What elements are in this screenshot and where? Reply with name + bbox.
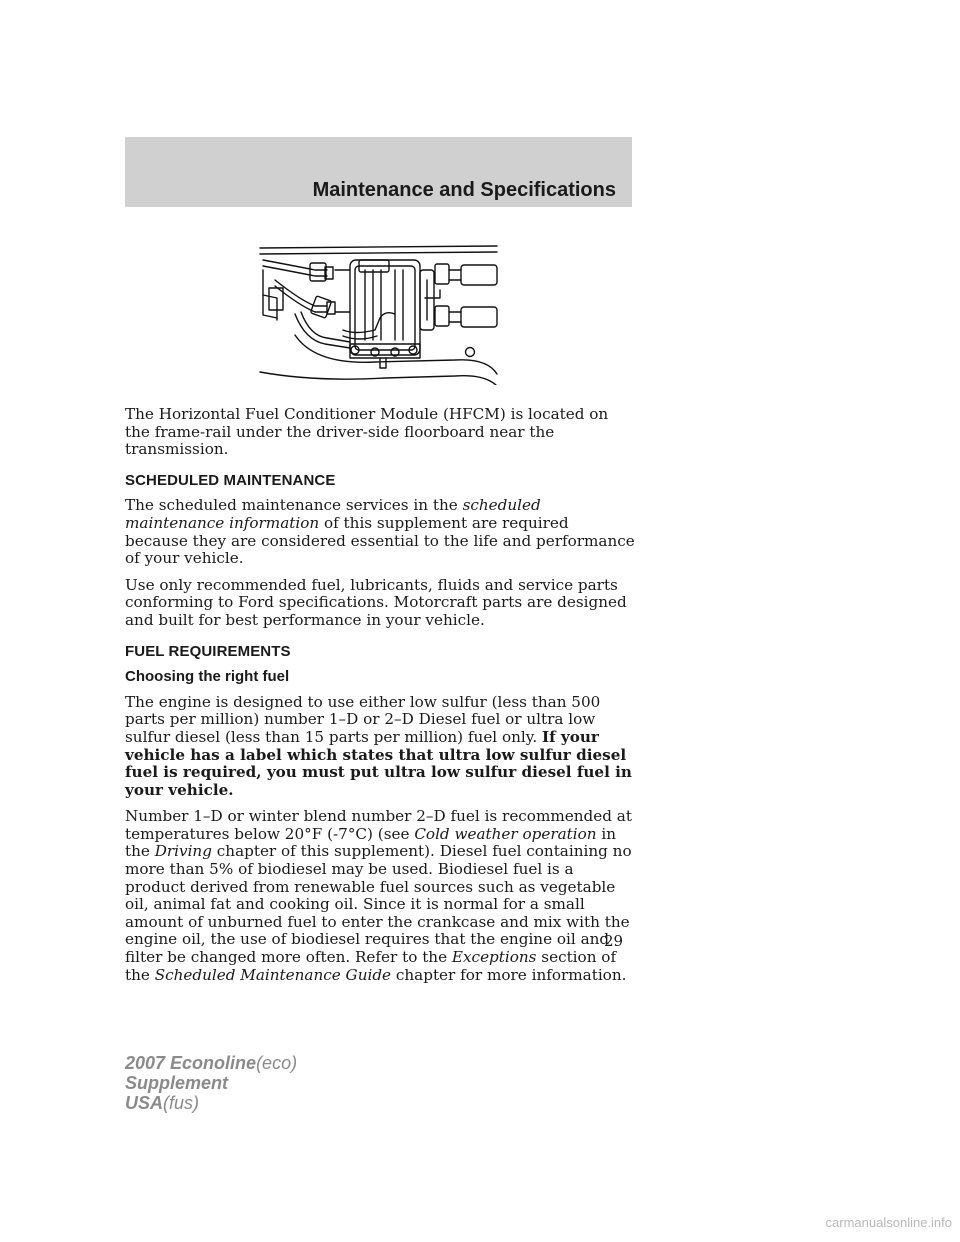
section-title: Maintenance and Specifications: [312, 179, 616, 201]
maintenance-guide-reference: Scheduled Maintenance Guide: [154, 965, 392, 984]
text-run: Number 1–D or winter blend number 2–D fuel is recommended at temperatures below 20°F (-7°C) (see: [125, 807, 632, 843]
text-run: The scheduled maintenance services in the: [125, 496, 463, 515]
footer-market-code: (fus): [163, 1093, 200, 1113]
footer-model-line: [125, 1053, 297, 1073]
footer-model-code: (eco): [256, 1053, 298, 1073]
footer-market: USA: [125, 1093, 164, 1113]
section-header: [125, 137, 632, 207]
text-run: The engine is designed to use either low sulfur (less than 500 parts per million) number 1–D or 2–D Diesel fuel or ultra low sulfur diesel (less than 15 parts per million) fuel only.: [125, 692, 601, 746]
page-number: 29: [604, 932, 624, 950]
document-footer: [125, 1053, 297, 1113]
hfcm-diagram-icon: [255, 240, 505, 385]
watermark: carmanualsonline.info: [825, 1215, 952, 1230]
scheduled-maintenance-paragraph-2: Use only recommended fuel, lubricants, fluids and service parts conforming to Ford specifications. Motorcraft parts are designed and built for best performance in your vehicle.: [125, 575, 627, 629]
text-run: of this supplement are required because they are considered essential to the life and performance of your vehicle.: [125, 513, 635, 568]
footer-supplement-line: Supplement: [125, 1073, 229, 1093]
text-run: chapter for more information.: [391, 965, 627, 984]
intro-paragraph: The Horizontal Fuel Conditioner Module (HFCM) is located on the frame-rail under the driver-side floorboard near the transmission.: [125, 405, 609, 459]
footer-model: 2007 Econoline: [125, 1053, 257, 1073]
text-run: in the: [125, 824, 617, 861]
cold-weather-reference: Cold weather operation: [414, 824, 597, 843]
fuel-paragraph-1: [125, 694, 635, 800]
driving-chapter-reference: Driving: [154, 842, 212, 861]
ultra-low-sulfur-warning: If your vehicle has a label which states that ultra low sulfur diesel fuel is required, you must put ultra low sulfur diesel fuel in your vehicle.: [125, 727, 632, 799]
heading-fuel-requirements: FUEL REQUIREMENTS: [125, 642, 291, 660]
exceptions-reference: Exceptions: [451, 948, 537, 967]
text-run: chapter of this supplement). Diesel fuel containing no more than 5% of biodiesel may be used. Biodiesel fuel is a product derived from renewable fuel sources such as vegetable oil, animal fat and cooking oil. Since it is normal for a small amount of unburned fuel to enter the crankcase and mix with the engine oil, the use of biodiesel requires that the engine oil and filter be changed more often. Refer to the: [125, 842, 632, 967]
scheduled-maintenance-reference: scheduled maintenance information: [125, 496, 541, 532]
page-content: [125, 406, 635, 993]
fuel-paragraph-2: [125, 808, 635, 984]
footer-market-line: [125, 1093, 297, 1113]
heading-scheduled-maintenance: SCHEDULED MAINTENANCE: [125, 471, 336, 489]
text-run: section of the: [125, 948, 617, 984]
subheading-choosing-fuel: Choosing the right fuel: [125, 668, 290, 686]
scheduled-maintenance-paragraph-1: [125, 497, 635, 567]
